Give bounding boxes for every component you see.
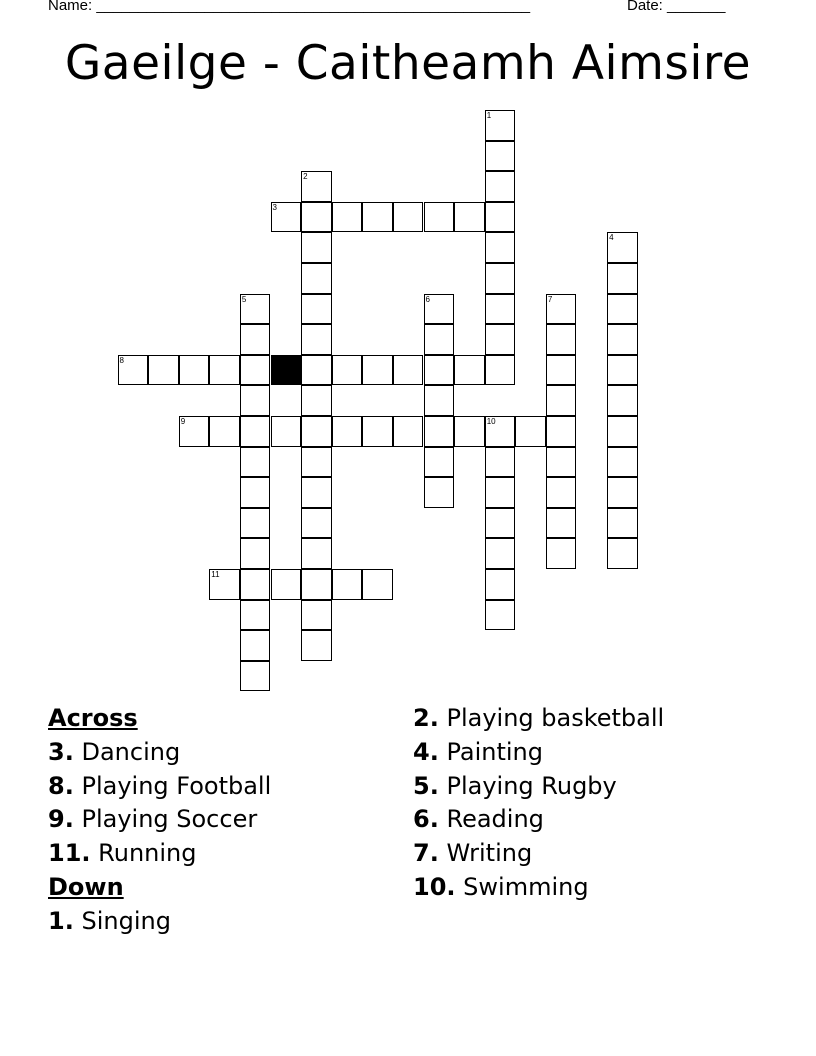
down-clue bbox=[48, 905, 271, 939]
crossword-cell[interactable] bbox=[546, 416, 577, 447]
crossword-cell[interactable] bbox=[240, 661, 271, 692]
clues-column-left bbox=[48, 702, 271, 939]
crossword-cell[interactable] bbox=[607, 447, 638, 478]
crossword-cell[interactable] bbox=[362, 416, 393, 447]
clue-text: Running bbox=[98, 839, 197, 868]
crossword-cell[interactable] bbox=[301, 355, 332, 386]
crossword-cell[interactable] bbox=[607, 355, 638, 386]
across-clue bbox=[48, 837, 271, 871]
crossword-cell[interactable] bbox=[485, 110, 516, 141]
clue-text: Playing Soccer bbox=[81, 805, 258, 834]
crossword-cell[interactable] bbox=[118, 355, 149, 386]
crossword-cell[interactable] bbox=[332, 416, 363, 447]
crossword-cell[interactable] bbox=[485, 447, 516, 478]
crossword-cell[interactable] bbox=[546, 385, 577, 416]
crossword-cell[interactable] bbox=[301, 171, 332, 202]
crossword-cell[interactable] bbox=[209, 416, 240, 447]
clue-number: 1. bbox=[48, 906, 74, 935]
crossword-cell[interactable] bbox=[607, 232, 638, 263]
crossword-cell[interactable] bbox=[332, 569, 363, 600]
clue-number: 5. bbox=[413, 771, 439, 800]
crossword-cell[interactable] bbox=[607, 324, 638, 355]
clue-text: Playing basketball bbox=[446, 704, 665, 732]
crossword-cell[interactable] bbox=[148, 355, 179, 386]
crossword-cell[interactable] bbox=[485, 171, 516, 202]
down-heading: Down bbox=[48, 872, 124, 901]
crossword-cell[interactable] bbox=[240, 416, 271, 447]
crossword-cell[interactable] bbox=[362, 569, 393, 600]
crossword-cell[interactable] bbox=[485, 569, 516, 600]
crossword-cell[interactable] bbox=[424, 416, 455, 447]
crossword-cell[interactable] bbox=[209, 569, 240, 600]
crossword-cell[interactable] bbox=[240, 294, 271, 325]
name-field-label: Name: ____________________________________________________ bbox=[48, 0, 531, 14]
crossword-cell[interactable] bbox=[424, 202, 455, 233]
cell-number: 6 bbox=[425, 294, 430, 304]
crossword-cell[interactable] bbox=[240, 385, 271, 416]
crossword-cell[interactable] bbox=[362, 355, 393, 386]
down-clue bbox=[413, 702, 664, 736]
down-clue bbox=[413, 803, 664, 837]
crossword-cell[interactable] bbox=[209, 355, 240, 386]
cell-number: 7 bbox=[547, 294, 553, 304]
crossword-cell[interactable] bbox=[546, 508, 577, 539]
crossword-cell[interactable] bbox=[301, 538, 332, 569]
crossword-cell[interactable] bbox=[485, 141, 516, 172]
crossword-block bbox=[271, 355, 302, 386]
crossword-cell[interactable] bbox=[485, 538, 516, 569]
crossword-cell[interactable] bbox=[546, 477, 577, 508]
crossword-cell[interactable] bbox=[301, 630, 332, 661]
crossword-cell[interactable] bbox=[607, 263, 638, 294]
crossword-cell[interactable] bbox=[240, 538, 271, 569]
crossword-cell[interactable] bbox=[607, 416, 638, 447]
clue-number: 7. bbox=[413, 839, 439, 868]
crossword-cell[interactable] bbox=[424, 385, 455, 416]
crossword-cell[interactable] bbox=[362, 202, 393, 233]
clue-number: 8. bbox=[48, 771, 74, 800]
clue-text: Playing Football bbox=[81, 771, 272, 800]
crossword-cell[interactable] bbox=[424, 447, 455, 478]
crossword-cell[interactable] bbox=[240, 600, 271, 631]
crossword-cell[interactable] bbox=[485, 416, 516, 447]
crossword-cell[interactable] bbox=[424, 294, 455, 325]
crossword-cell[interactable] bbox=[240, 569, 271, 600]
crossword-cell[interactable] bbox=[607, 538, 638, 569]
down-clue bbox=[413, 871, 664, 905]
crossword-cell[interactable] bbox=[393, 355, 424, 386]
crossword-cell[interactable] bbox=[485, 263, 516, 294]
cell-number: 3 bbox=[272, 202, 277, 212]
crossword-cell[interactable] bbox=[179, 355, 210, 386]
crossword-cell[interactable] bbox=[424, 355, 455, 386]
crossword-cell[interactable] bbox=[607, 385, 638, 416]
clue-number: 10. bbox=[413, 872, 456, 901]
crossword-cell[interactable] bbox=[607, 508, 638, 539]
crossword-cell[interactable] bbox=[301, 600, 332, 631]
page-title: Gaeilge - Caitheamh Aimsire bbox=[64, 36, 752, 91]
crossword-cell[interactable] bbox=[332, 202, 363, 233]
crossword-cell[interactable] bbox=[332, 355, 363, 386]
crossword-cell[interactable] bbox=[454, 355, 485, 386]
crossword-cell[interactable] bbox=[546, 294, 577, 325]
clue-number: 2. bbox=[413, 704, 439, 732]
crossword-cell[interactable] bbox=[485, 232, 516, 263]
crossword-cell[interactable] bbox=[515, 416, 546, 447]
crossword-cell[interactable] bbox=[485, 600, 516, 631]
across-clue bbox=[48, 770, 271, 804]
clue-text: Writing bbox=[446, 839, 533, 868]
cell-number: 1 bbox=[486, 111, 492, 120]
clues-column-right bbox=[413, 702, 664, 905]
across-heading: Across bbox=[48, 704, 138, 732]
cell-number: 2 bbox=[303, 172, 308, 182]
cell-number: 10 bbox=[486, 417, 496, 426]
crossword-cell[interactable] bbox=[485, 508, 516, 539]
across-clue bbox=[48, 803, 271, 837]
crossword-cell[interactable] bbox=[485, 324, 516, 355]
crossword-cell[interactable] bbox=[240, 324, 271, 355]
down-clue bbox=[413, 736, 664, 770]
crossword-cell[interactable] bbox=[301, 232, 332, 263]
crossword-cell[interactable] bbox=[240, 355, 271, 386]
crossword-cell[interactable] bbox=[607, 477, 638, 508]
crossword-cell[interactable] bbox=[424, 324, 455, 355]
crossword-cell[interactable] bbox=[546, 324, 577, 355]
crossword-cell[interactable] bbox=[301, 508, 332, 539]
crossword-cell[interactable] bbox=[301, 294, 332, 325]
clue-number: 6. bbox=[413, 805, 439, 834]
crossword-cell[interactable] bbox=[271, 416, 302, 447]
crossword-cell[interactable] bbox=[393, 416, 424, 447]
date-field-label: Date: _______ bbox=[627, 0, 726, 14]
clue-text: Singing bbox=[81, 906, 171, 935]
down-clue bbox=[413, 770, 664, 804]
cell-number: 8 bbox=[119, 355, 124, 365]
crossword-cell[interactable] bbox=[546, 538, 577, 569]
clue-number: 4. bbox=[413, 737, 439, 766]
crossword-cell[interactable] bbox=[546, 355, 577, 386]
crossword-cell[interactable] bbox=[301, 569, 332, 600]
clue-text: Reading bbox=[446, 805, 544, 834]
clue-number: 3. bbox=[48, 737, 74, 766]
clue-text: Playing Rugby bbox=[446, 771, 617, 800]
crossword-cell[interactable] bbox=[485, 294, 516, 325]
crossword-cell[interactable] bbox=[301, 202, 332, 233]
crossword-cell[interactable] bbox=[485, 477, 516, 508]
crossword-cell[interactable] bbox=[301, 447, 332, 478]
crossword-cell[interactable] bbox=[454, 202, 485, 233]
crossword-cell[interactable] bbox=[271, 569, 302, 600]
crossword-cell[interactable] bbox=[301, 324, 332, 355]
crossword-cell[interactable] bbox=[393, 202, 424, 233]
cell-number: 4 bbox=[609, 233, 614, 243]
cell-number: 9 bbox=[180, 417, 186, 426]
crossword-cell[interactable] bbox=[424, 477, 455, 508]
crossword-cell[interactable] bbox=[485, 355, 516, 386]
clue-text: Swimming bbox=[463, 872, 589, 901]
crossword-cell[interactable] bbox=[454, 416, 485, 447]
crossword-cell[interactable] bbox=[301, 416, 332, 447]
crossword-cell[interactable] bbox=[179, 416, 210, 447]
crossword-cell[interactable] bbox=[301, 477, 332, 508]
crossword-cell[interactable] bbox=[271, 202, 302, 233]
down-clue bbox=[413, 837, 664, 871]
crossword-cell[interactable] bbox=[240, 630, 271, 661]
crossword-cell[interactable] bbox=[485, 202, 516, 233]
crossword-cell[interactable] bbox=[240, 508, 271, 539]
cell-number: 11 bbox=[211, 570, 220, 579]
crossword-cell[interactable] bbox=[607, 294, 638, 325]
crossword-cell[interactable] bbox=[546, 447, 577, 478]
crossword-cell[interactable] bbox=[240, 477, 271, 508]
clue-text: Painting bbox=[446, 737, 543, 766]
cell-number: 5 bbox=[241, 294, 247, 304]
crossword-cell[interactable] bbox=[301, 385, 332, 416]
crossword-cell[interactable] bbox=[301, 263, 332, 294]
clue-text: Dancing bbox=[81, 737, 181, 766]
crossword-cell[interactable] bbox=[240, 447, 271, 478]
clue-number: 9. bbox=[48, 805, 74, 834]
clue-number: 11. bbox=[48, 839, 91, 868]
across-clue bbox=[48, 736, 271, 770]
